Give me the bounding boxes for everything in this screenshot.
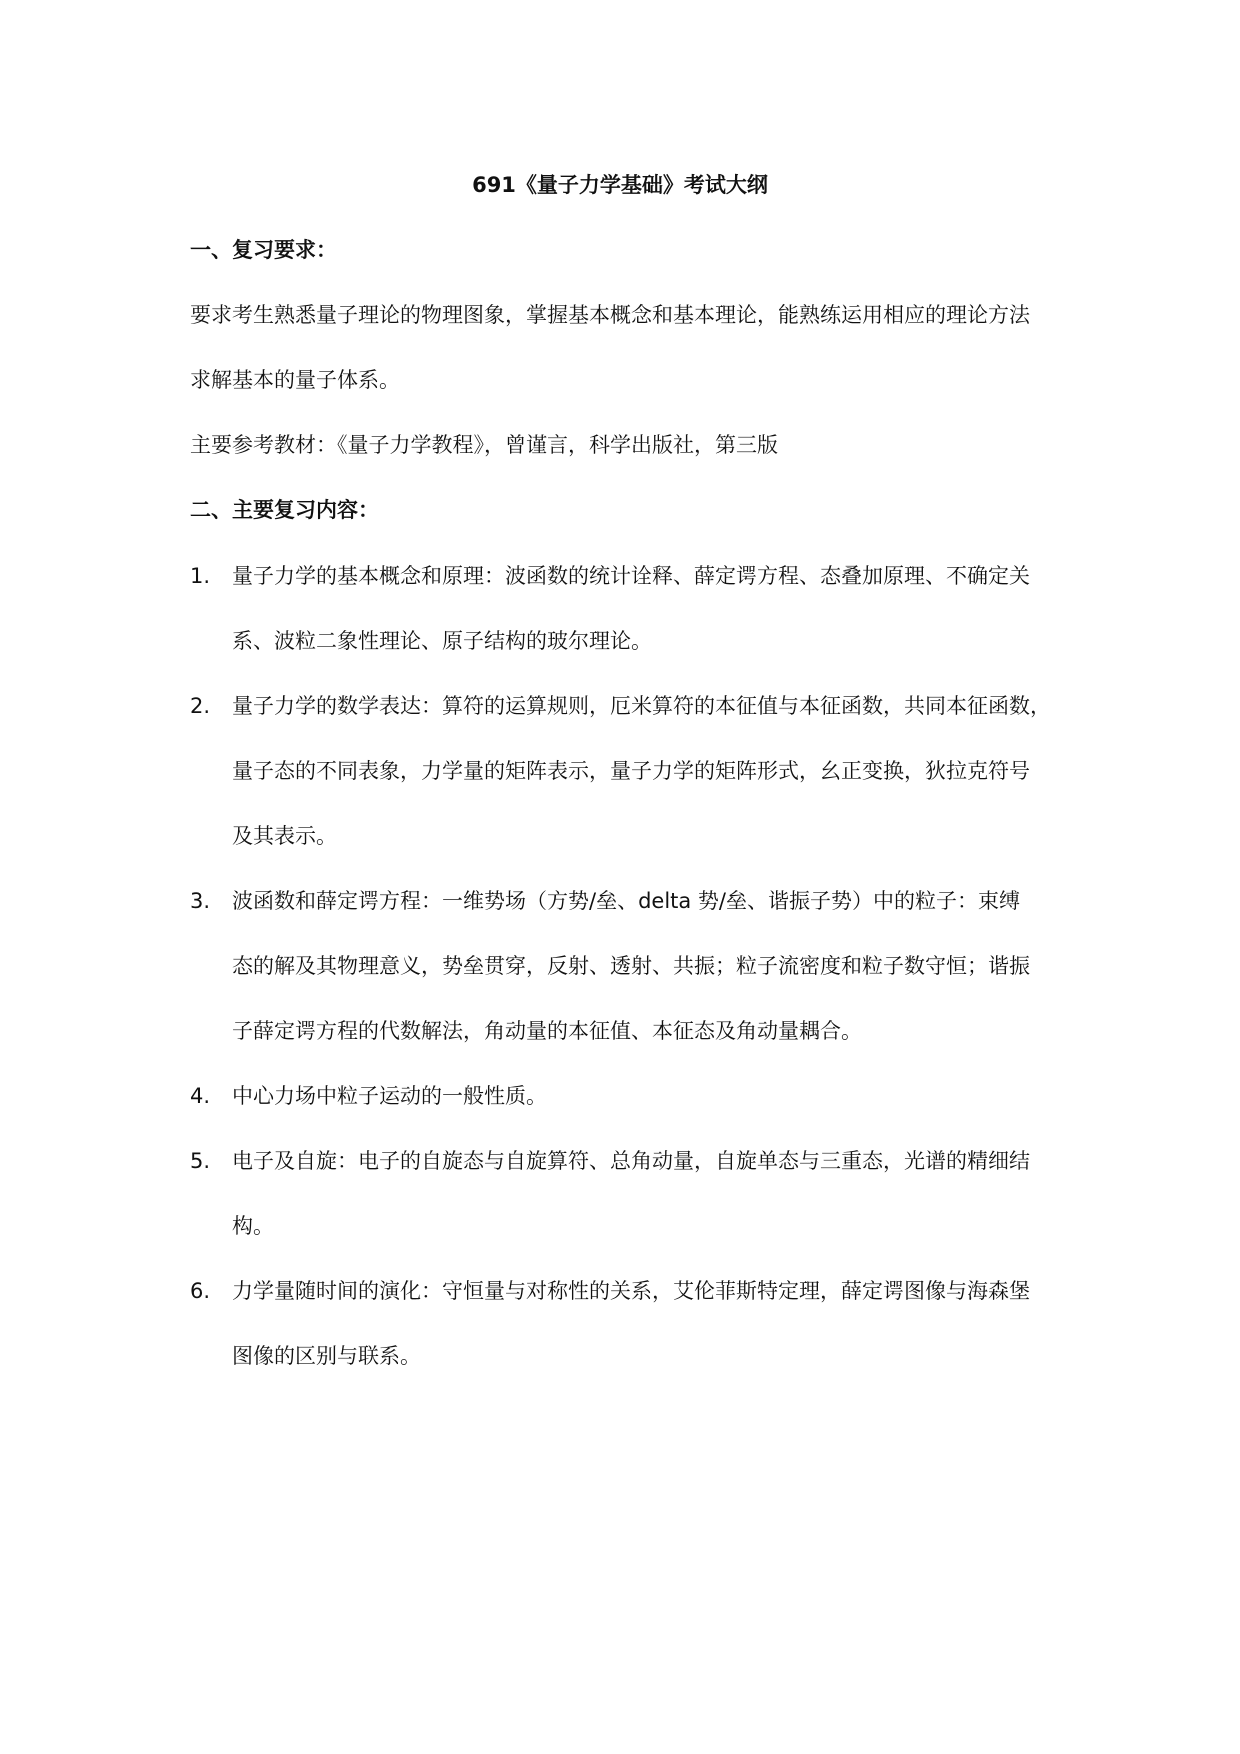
document-title: 691《量子力学基础》考试大纲 xyxy=(472,173,768,197)
list-item-number: 4. xyxy=(190,1084,211,1108)
section-1-heading: 一、复习要求： xyxy=(190,238,337,262)
list-item-3-line-3: 子薛定谔方程的代数解法，角动量的本征值、本征态及角动量耦合。 xyxy=(232,1019,862,1043)
list-item-1-line-1: 量子力学的基本概念和原理：波函数的统计诠释、薛定谔方程、态叠加原理、不确定关 xyxy=(232,564,1030,588)
list-item-2-line-2: 量子态的不同表象，力学量的矩阵表示，量子力学的矩阵形式，幺正变换，狄拉克符号 xyxy=(232,759,1030,783)
list-item-number: 5. xyxy=(190,1149,211,1173)
list-item-1-line-2: 系、波粒二象性理论、原子结构的玻尔理论。 xyxy=(232,629,652,653)
requirements-paragraph-line-2: 求解基本的量子体系。 xyxy=(190,368,400,392)
list-item-3-line-2: 态的解及其物理意义，势垒贯穿，反射、透射、共振；粒子流密度和粒子数守恒；谐振 xyxy=(232,954,1030,978)
list-item-5-line-1: 电子及自旋：电子的自旋态与自旋算符、总角动量，自旋单态与三重态，光谱的精细结 xyxy=(232,1149,1030,1173)
list-item-number: 2. xyxy=(190,694,211,718)
list-item-4-line-1: 中心力场中粒子运动的一般性质。 xyxy=(232,1084,547,1108)
list-item-6-line-2: 图像的区别与联系。 xyxy=(232,1344,421,1368)
list-item-2-line-1: 量子力学的数学表达：算符的运算规则，厄米算符的本征值与本征函数，共同本征函数， xyxy=(232,694,1051,718)
list-item-5-line-2: 构。 xyxy=(232,1214,274,1238)
list-item-number: 6. xyxy=(190,1279,211,1303)
requirements-paragraph-line-1: 要求考生熟悉量子理论的物理图象，掌握基本概念和基本理论，能熟练运用相应的理论方法 xyxy=(190,303,1030,327)
list-item-6-line-1: 力学量随时间的演化：守恒量与对称性的关系，艾伦菲斯特定理，薛定谔图像与海森堡 xyxy=(232,1279,1030,1303)
list-item-number: 1. xyxy=(190,564,211,588)
section-2-heading: 二、主要复习内容： xyxy=(190,498,379,522)
list-item-2-line-3: 及其表示。 xyxy=(232,824,337,848)
list-item-3-line-1: 波函数和薛定谔方程：一维势场（方势/垒、delta 势/垒、谐振子势）中的粒子：束缚 xyxy=(232,889,1021,913)
list-item-number: 3. xyxy=(190,889,211,913)
reference-textbook: 主要参考教材：《量子力学教程》，曾谨言，科学出版社，第三版 xyxy=(190,433,778,457)
